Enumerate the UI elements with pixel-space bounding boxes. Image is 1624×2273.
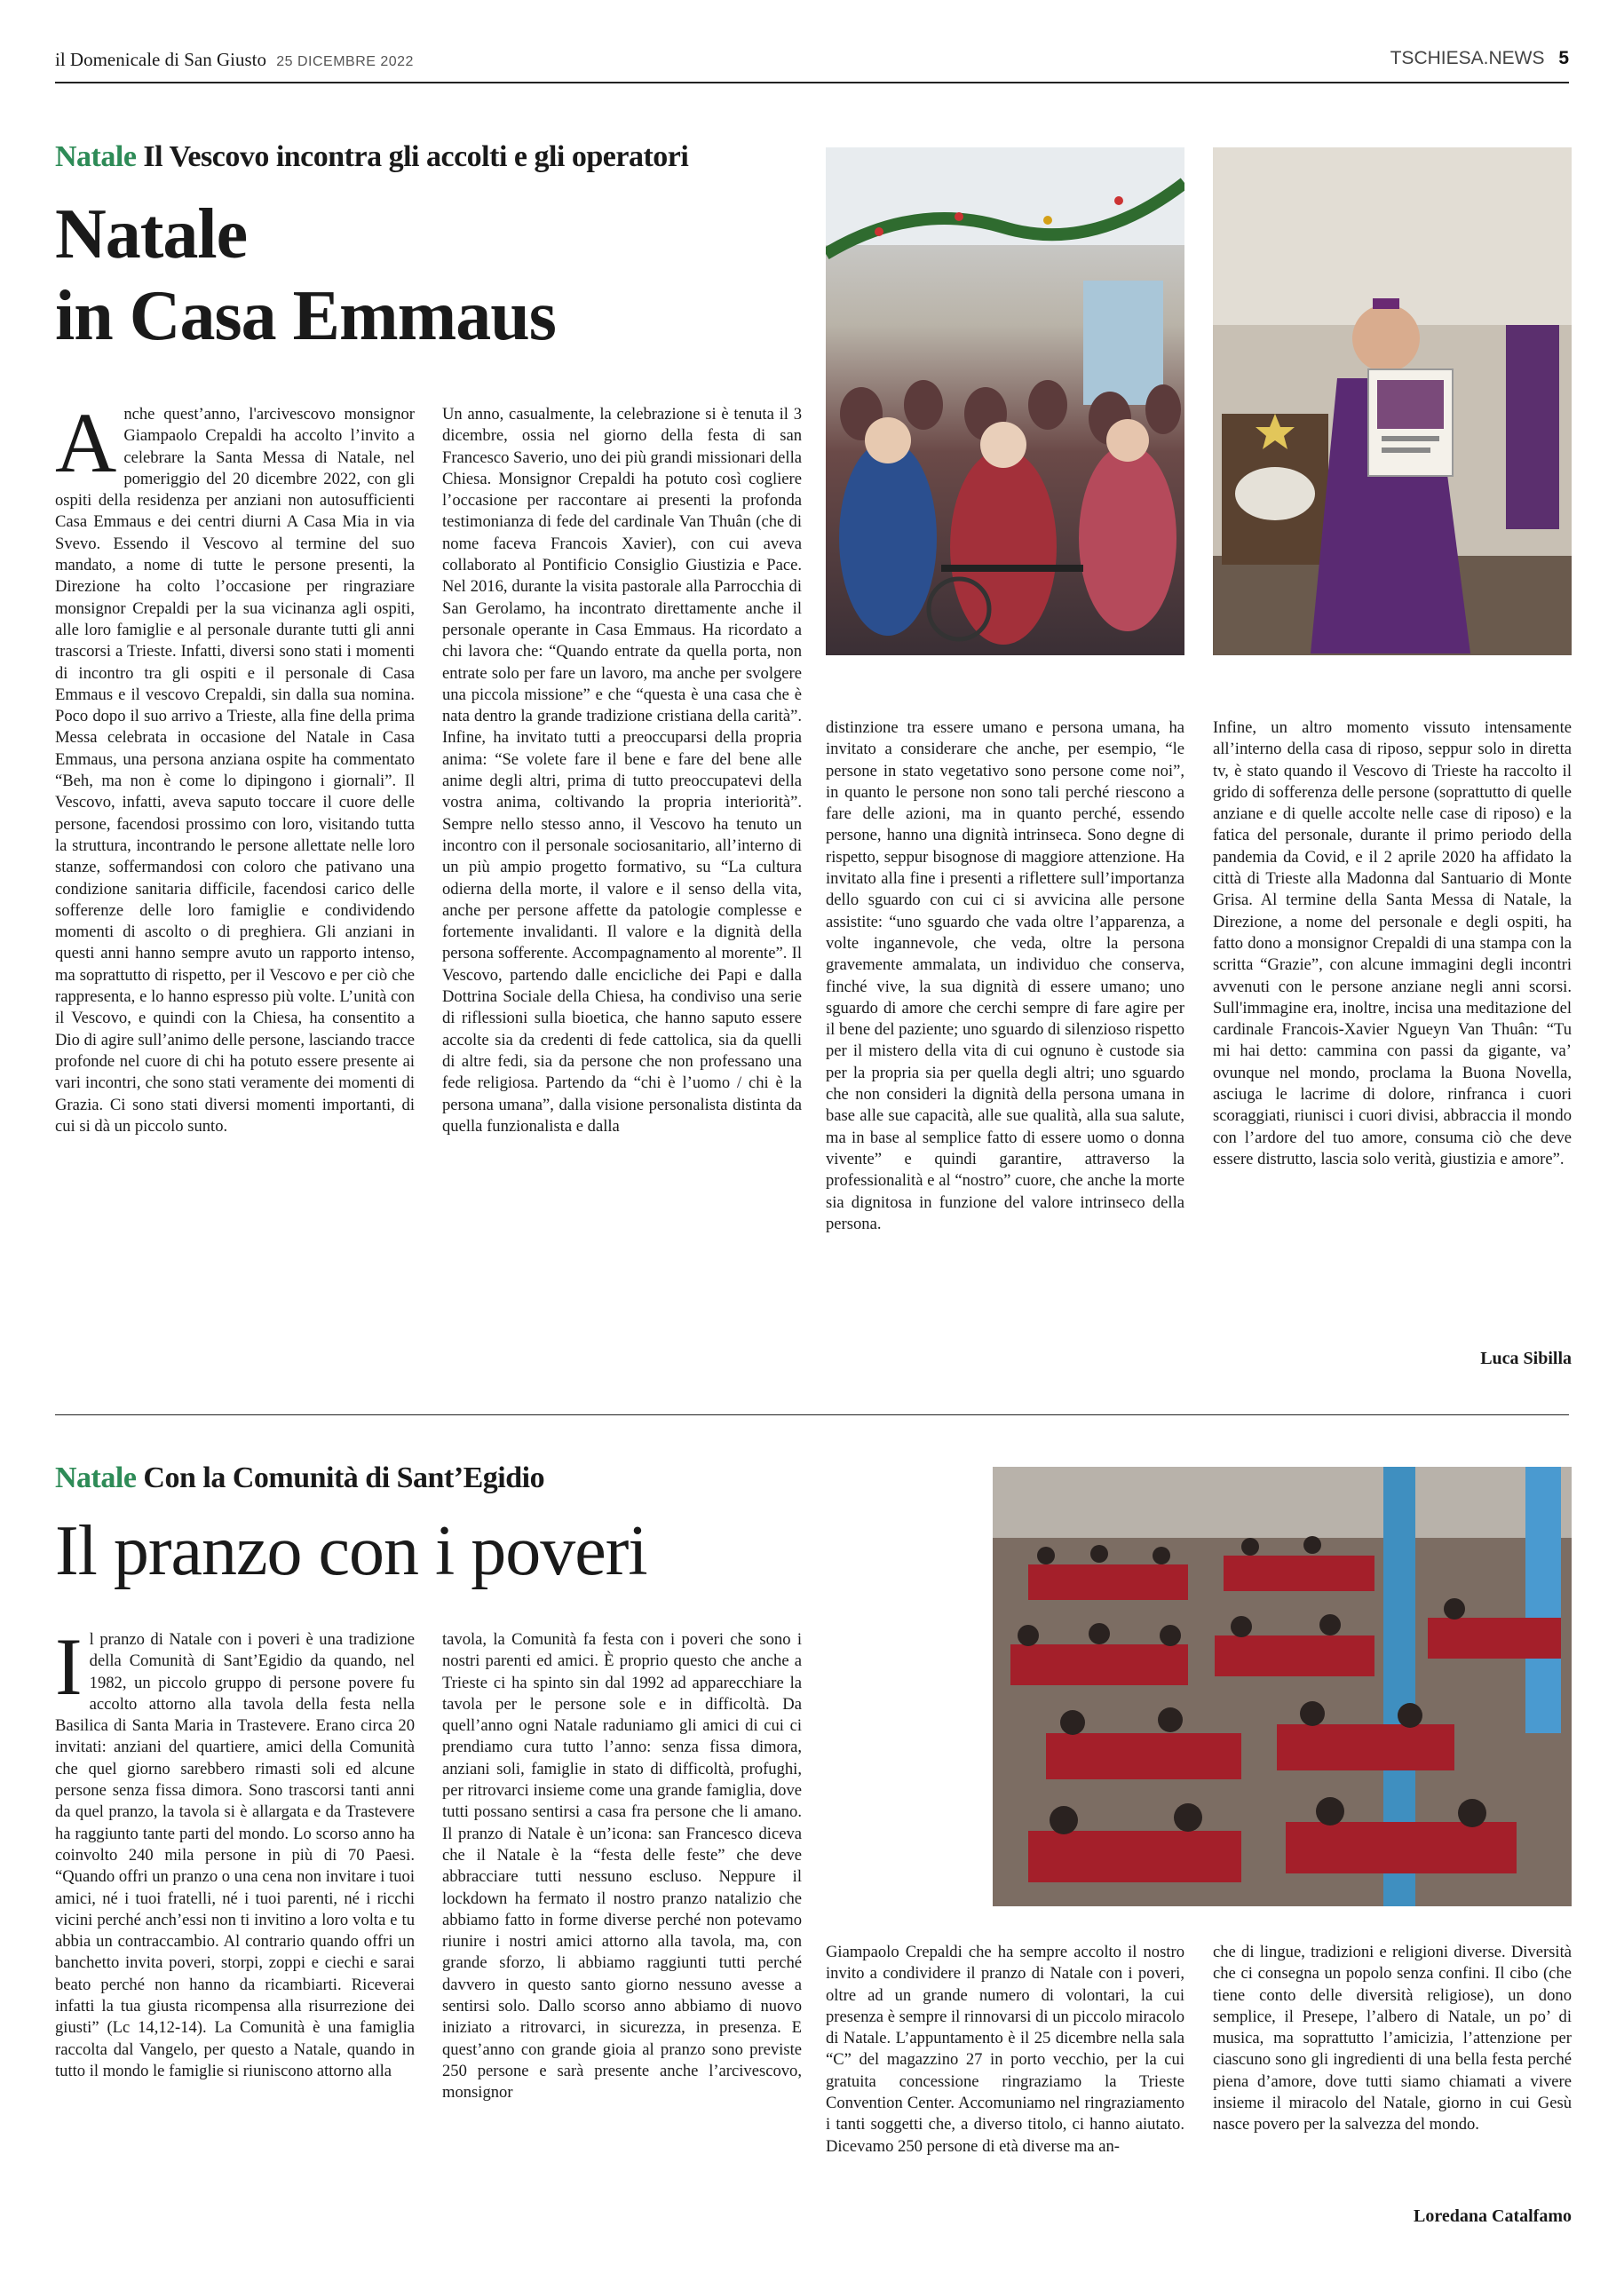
masthead — [55, 49, 414, 71]
site-link[interactable]: TSCHIESA.NEWS — [1390, 48, 1545, 68]
article1-column-4 — [1213, 717, 1572, 1170]
article1-col2-text: Un anno, casualmente, la celebrazione si è tenuta il 3 dicembre, ossia nel giorno della festa di san Francesco Saverio, uno dei più grandi missionari della Chiesa. Monsignor Crepaldi ha potuto così cogliere l’occasione per raccontare ai presenti la profonda testimonianza di fede del cardinale Van Thuân (che di nome faceva Francois Xavier), con cui aveva collaborato al Pontificio Consiglio Giustizia e Pace. Nel 2016, durante la visita pastorale alla Parrocchia di San Gerolamo, ha incontrato direttamente anche il personale operante in Casa Emmaus. Ha ricordato a chi lavora che: “Quando entrate da quella porta, non entrate solo per fare un lavoro, ma anche per svolgere una piccola missione” e che “questa è una casa che è nata dentro la grande tradizione cristiana della carità”. Infine, ha invitato tutti a preoccuparsi della propria anima: “Se volete fare il bene e fare del bene alle anime degli altri, prima di tutto preoccupatevi della vostra anima, coltivando la propria interiorità”. Sempre nello stesso anno, il Vescovo ha tenuto un incontro con il personale sociosanitario, all’interno di un più ampio progetto formativo, su “La cultura odierna della morte, il valore e il senso della vita, anche per persone affette da patologie complesse e fortemente invalidanti. Il valore e la dignità della persona sofferente. Accompagnamento al morente”. Il Vescovo, partendo dalle encicliche dei Papi e dalla Dottrina Sociale della Chiesa, ha condiviso una serie di riflessioni sulla bioetica, che hanno saputo essere accolte sia da credenti di fede cattolica, sia da quelli di altre fedi, sia da persone che non professano una fede religiosa. Partendo da “chi è l’uomo / chi è la persona umana”, dalla visione personalista distinta da quella funzionalista e dalla — [442, 405, 802, 1136]
article2-kicker-text: Con la Comunità di Sant’Egidio — [143, 1461, 545, 1494]
article2-kicker — [55, 1461, 544, 1495]
header-rule — [55, 82, 1569, 83]
article2-byline: Loredana Catalfamo — [1414, 2206, 1572, 2226]
article1-byline: Luca Sibilla — [1480, 1349, 1572, 1368]
article1-kicker-tag: Natale — [55, 140, 137, 173]
photo-congregation — [826, 147, 1184, 655]
article2-column-4 — [1213, 1942, 1572, 2136]
article2-title: Il pranzo con i poveri — [55, 1512, 647, 1590]
article1-col3-text: distinzione tra essere umano e persona umana, ha invitato a considerare che anche, per esempio, “le persone in stato vegetativo sono persone come noi”, in quanto le persone non sono tali perché riescono a fare delle azioni, ma in quanto perché, essendo persone, hanno una dignità intrinseca. Sono degne di rispetto, seppur bisognose di maggiore attenzione. Ha invitato alla fine i presenti a riflettere sull’importanza dello sguardo con cui ci si avvicina alle persone assistite: “uno sguardo che vada oltre l’apparenza, a volte ingannevole, che veda, oltre la persona gravemente ammalata, un individuo che conserva, finché vive, la sua dignità di essere umano; uno sguardo di amore che cerchi sempre di fare agire per il bene del paziente; uno sguardo di silenzioso rispetto per il mistero della vita di cui ognuno è custode sia per la propria sia per quella degli altri; uno sguardo che non consideri la dignità della persona umana in base alle sue capacità, alle sue qualità, alla sua salute, ma in base al semplice fatto di essere uomo o donna vivente” e quindi garantire, attraverso la professionalità e al “nostro” cuore, che anche la morte sia dignitosa in funzione del valore intrinseco della persona. — [826, 718, 1184, 1233]
photo-dining-hall — [993, 1467, 1572, 1906]
article1-col1-text: nche quest’anno, l'arcivescovo monsignor Giampaolo Crepaldi ha accolto l’invito a celebrare la Santa Messa di Natale, nel pomeriggio del 20 dicembre 2022, con gli ospiti della residenza per anziani non autosufficienti Casa Emmaus e dei centri diurni A Casa Mia in via Svevo. Essendo il Vescovo al termine del suo mandato, a nome di tutte le persone presenti, la Direzione ha colto l’occasione per ringraziare monsignor Crepaldi per la sua vicinanza agli ospiti, alle loro famiglie e al personale durante tutti gli anni trascorsi a Trieste. Infatti, diversi sono stati i momenti di incontro tra gli ospiti e il personale di Casa Emmaus e il vescovo Crepaldi, sin dalla sua nomina. Poco dopo il suo arrivo a Trieste, alla fine della prima Messa celebrata in occasione del Natale in Casa Emmaus, una persona anziana ospite ha commentato “Beh, ma non è come lo dipingono i giornali”. Il Vescovo, infatti, aveva saputo toccare il cuore delle persone, facendosi prossimo con loro, visitando tutta la struttura, incontrando le persone allettate nelle loro stanze, soffermandosi con coloro che pativano una condizione sanitaria difficile, facendosi carico delle sofferenze delle loro famiglie e condividendo momenti di ascolto o di preghiera. Gli anziani in questi anni hanno sempre avuto un rapporto intenso, ma soprattutto di rispetto, per il Vescovo e per ciò che rappresenta, e lo hanno espresso più volte. L’unità con il Vescovo, e quindi con la Chiesa, ha consentito a Dio di agire sull’animo delle persone, lasciando tracce profonde nel cuore di chi ha potuto essere presente ai vari incontri, che sono stati veramente dei momenti di Grazia. Ci sono stati diversi momenti importanti, di cui si dà un piccolo sunto. — [55, 405, 415, 1136]
article2-column-1 — [55, 1621, 415, 2082]
article2-kicker-tag: Natale — [55, 1461, 137, 1494]
article1-column-3 — [826, 717, 1184, 1235]
article2-column-3 — [826, 1942, 1184, 2158]
article1-title-line2: in Casa Emmaus — [55, 277, 556, 355]
article1-column-1 — [55, 395, 415, 1137]
page-header-right — [1390, 48, 1569, 69]
article1-kicker-text: Il Vescovo incontra gli accolti e gli operatori — [143, 140, 689, 173]
article2-column-2 — [442, 1629, 802, 2104]
article2-col3-text: Giampaolo Crepaldi che ha sempre accolto il nostro invito a condividere il pranzo di Natale con i poveri, oltre ad un grande numero di volontari, la cui presenza è sempre il rinnovarsi di un piccolo miracolo di Natale. L’appuntamento è il 25 dicembre nella sala “C” del magazzino 27 in porto vecchio, per la cui gratuita concessione ringraziamo la Trieste Convention Center. Accomuniamo nel ringraziamento i tanti soggetti che, a diverso titolo, ci hanno aiutato. Dicevamo 250 persone di età diverse ma an- — [826, 1943, 1184, 2156]
article1-title — [55, 194, 819, 357]
page-number: 5 — [1558, 48, 1569, 68]
paper-name: il Domenicale di San Giusto — [55, 49, 266, 70]
article1-dropcap: A — [55, 395, 117, 490]
article2-dropcap: I — [55, 1621, 83, 1712]
article2-col1-text: l pranzo di Natale con i poveri è una tradizione della Comunità di Sant’Egidio da quando, nel 1982, un piccolo gruppo di persone povere fu accolto attorno alla tavola della festa nella Basilica di Santa Maria in Trastevere. Erano circa 20 invitati: anziani del quartiere, amici della Comunità che quel giorno sarebbero rimasti soli ed alcune persone senza fissa dimora. Sono trascorsi tanti anni da quel pranzo, la tavola si è allargata e da Trastevere ha raggiunto tante parti del mondo. Lo scorso anno ha coinvolto 240 mila persone in più di 70 Paesi. “Quando offri un pranzo o una cena non invitare i tuoi amici, né i tuoi fratelli, né i tuoi parenti, né i ricchi vicini perché anch’essi non ti invitino a loro volta e tu abbia un contraccambio. Al contrario quando offri un banchetto invita poveri, storpi, zoppi e ciechi e sarai beato perché non hanno da ricambiarti. Riceverai infatti la tua giusta ricompensa alla risurrezione dei giusti” (Lc 14,12-14). La Comunità è una famiglia raccolta dal Vangelo, per questo a Natale, quando in tutto il mondo le famiglie si riuniscono attorno alla — [55, 1630, 415, 2080]
article1-title-line1: Natale — [55, 195, 248, 273]
section-divider — [55, 1414, 1569, 1415]
article1-column-2 — [442, 404, 802, 1137]
article2-col4-text: che di lingue, tradizioni e religioni diverse. Diversità che ci consegna un popolo senza confini. Il cibo (che tiene conto delle diversità religiose), un dono semplice, il Presepe, l’albero di Natale, un po’ di musica, ma soprattutto l’amicizia, l’attenzione per ciascuno sono gli ingredienti di una bella festa perché piena d’amore, dove tutti siamo chiamati a vivere insieme il miracolo del Natale, giorno in cui Gesù nasce povero per la salvezza del mondo. — [1213, 1943, 1572, 2134]
article1-kicker — [55, 140, 688, 174]
article2-col2-text: tavola, la Comunità fa festa con i poveri che sono i nostri parenti ed amici. È proprio questo che anche a Trieste ci ha spinto sin dal 1992 ad apparecchiare la tavola per le persone sole e in difficoltà. Da quell’anno ogni Natale raduniamo gli amici di cui ci prendiamo cura tutto l’anno: senza fissa dimora, anziani soli, famiglie in stato di difficoltà, profughi, per ritrovarci insieme come una grande famiglia, dove tutti possano sentirsi a casa fra persone che li amano. Il pranzo di Natale è un’icona: san Francesco diceva che il Natale è la “festa delle feste” che deve abbracciare tutti nessuno escluso. Neppure il lockdown ha fermato il nostro pranzo natalizio che abbiamo fatto in forme diverse perché non potevamo riunire i nostri amici attorno alla tavola, ma, con grande sforzo, li abbiamo raggiunti tutti perché davvero in questo santo giorno nessuno avesse a sentirsi solo. Dallo scorso anno abbiamo di nuovo iniziato a ritrovarci, in sicurezza, in presenza. E quest’anno con grande gioia al pranzo sono previste 250 persone e sarà presente anche l’arcivescovo, monsignor — [442, 1630, 802, 2103]
photo-bishop — [1213, 147, 1572, 655]
article1-col4-text: Infine, un altro momento vissuto intensamente all’interno della casa di riposo, seppur solo in diretta tv, è stato quando il Vescovo di Trieste ha raccolto il grido di sofferenza delle persone (soprattutto di quelle anziane e di quelle accolte nelle case di riposo) e la fatica del personale, durante il primo periodo della pandemia da Covid, e il 2 aprile 2020 ha affidato la città di Trieste alla Madonna dal Santuario di Monte Grisa. Al termine della Santa Messa di Natale, la Direzione, a nome del personale e degli ospiti, ha fatto dono a monsignor Crepaldi di una stampa con la scritta “Grazie”, con alcune immagini degli incontri avvenuti con le persone anziane negli anni scorsi. Sull'immagine era, inoltre, incisa una meditazione del cardinale Francois-Xavier Ngueyn Van Thuân: “Tu mi hai detto: cammina con passi da gigante, va’ ovunque nel mondo, proclama la Buona Novella, asciuga le lacrime di dolore, rinfranca i cuori scoraggiati, riunisci i cuori divisi, abbraccia il mondo con l’ardore del tuo amore, consuma ciò che deve essere distrutto, lascia solo verità, giustizia e amore”. — [1213, 718, 1572, 1168]
issue-date: 25 DICEMBRE 2022 — [276, 54, 414, 69]
